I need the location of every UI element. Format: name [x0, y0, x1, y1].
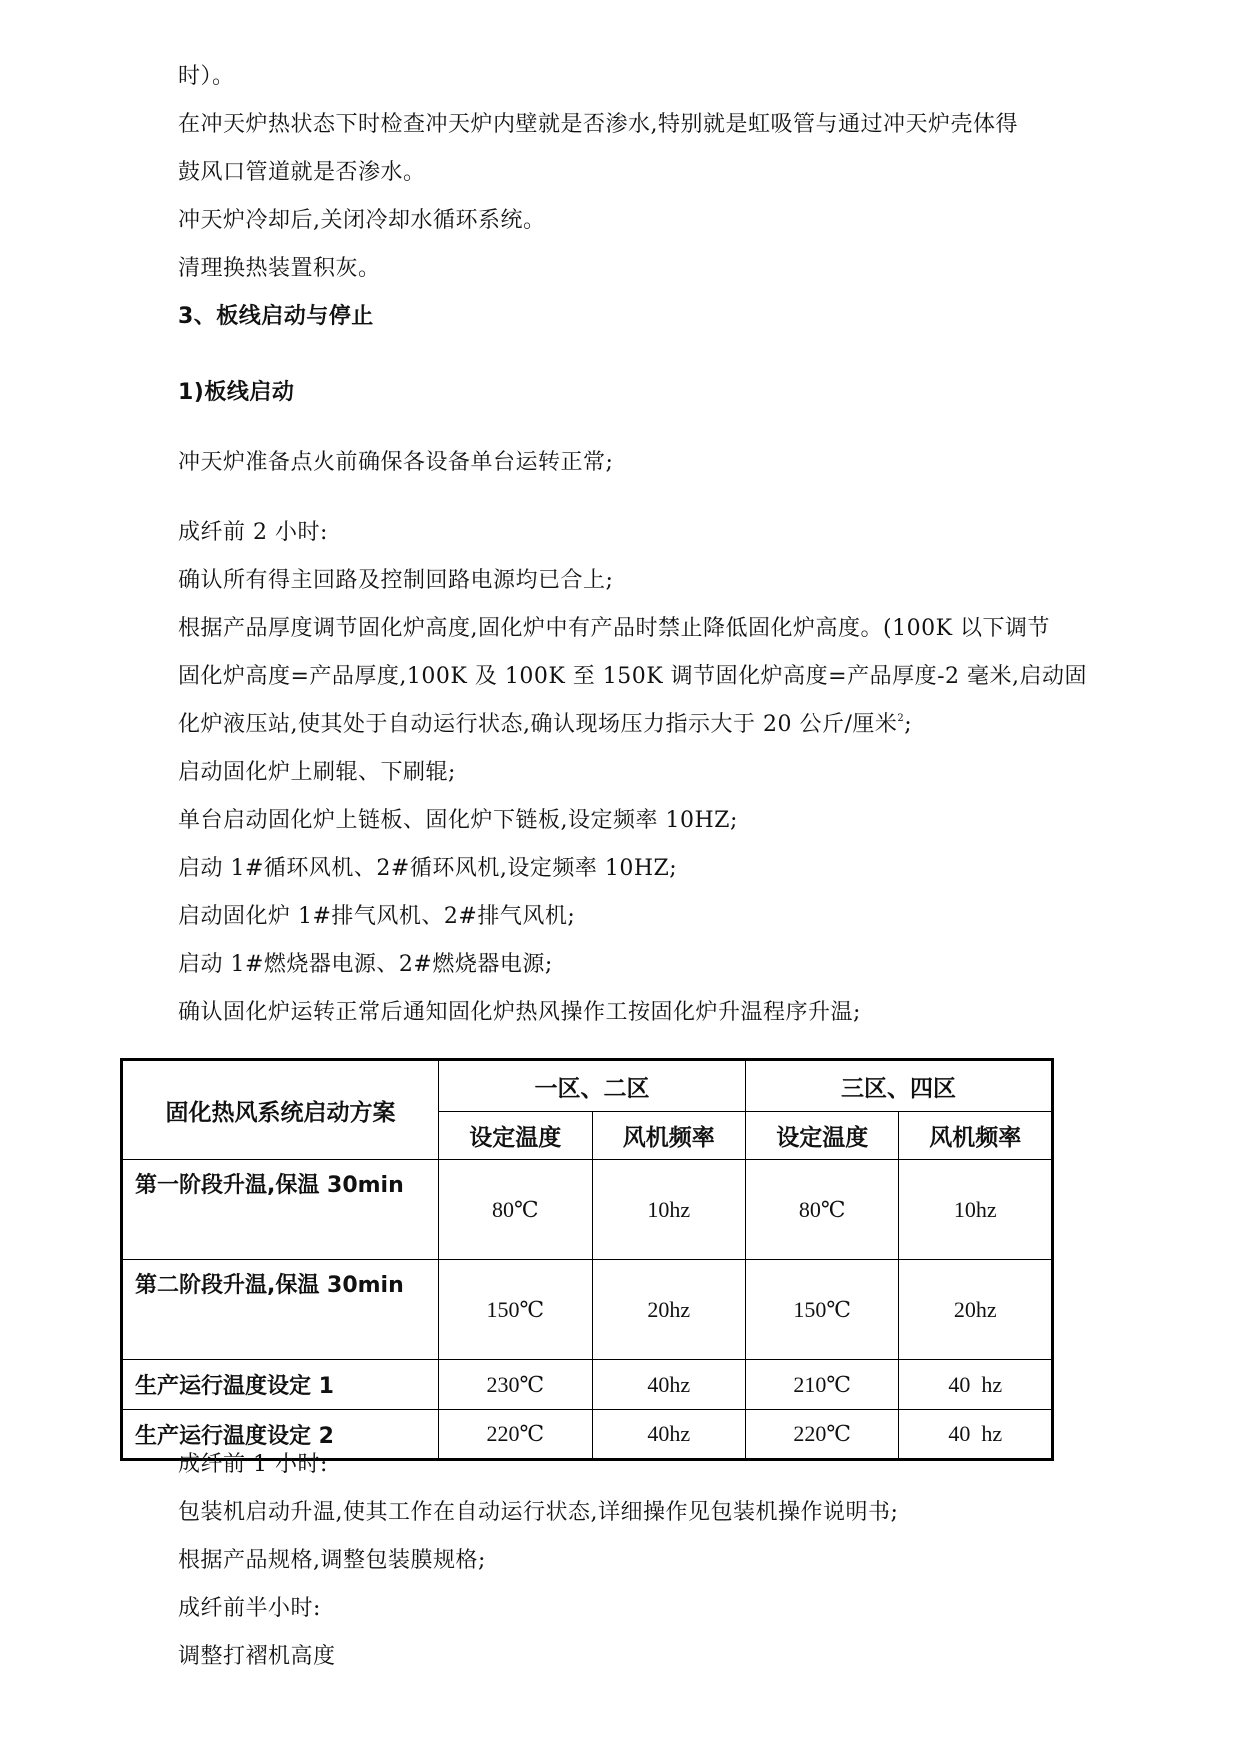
- row-label: 第二阶段升温,保温 30min: [122, 1260, 439, 1360]
- paragraph-18: 确认固化炉运转正常后通知固化炉热风操作工按固化炉升温程序升温;: [178, 1000, 861, 1025]
- zone-group-header: 一区、二区: [439, 1060, 746, 1112]
- paragraph-0: 时）。: [178, 64, 235, 89]
- row-label: 第一阶段升温,保温 30min: [122, 1160, 439, 1260]
- table-cell: 40 hz: [899, 1360, 1053, 1410]
- table-cell: 40hz: [592, 1360, 745, 1410]
- row-label: 生产运行温度设定 1: [122, 1360, 439, 1410]
- subsection-heading: 1)板线启动: [178, 380, 295, 405]
- after-table-paragraph-3: 成纤前半小时:: [178, 1596, 321, 1621]
- table-row: [122, 1360, 1053, 1410]
- paragraph-15: 启动 1#循环风机、2#循环风机,设定频率 10HZ;: [178, 856, 678, 881]
- table-cell: 20hz: [592, 1260, 745, 1360]
- table-row: [122, 1260, 1053, 1360]
- table-cell: 80℃: [745, 1160, 898, 1260]
- table-header-row: [122, 1060, 1053, 1112]
- table-cell: 40 hz: [899, 1410, 1053, 1460]
- paragraph-13: 启动固化炉上刷辊、下刷辊;: [178, 760, 456, 785]
- column-header: 风机频率: [899, 1112, 1053, 1160]
- table-cell: 150℃: [439, 1260, 592, 1360]
- paragraph-12: [178, 710, 912, 740]
- table-cell: 220℃: [745, 1410, 898, 1460]
- table-cell: 80℃: [439, 1160, 592, 1260]
- paragraph-9: 确认所有得主回路及控制回路电源均已合上;: [178, 568, 614, 593]
- zone-group-header: 三区、四区: [745, 1060, 1052, 1112]
- paragraph-4: 清理换热装置积灰。: [178, 256, 381, 281]
- column-header: 风机频率: [592, 1112, 745, 1160]
- after-table-paragraph-2: 根据产品规格,调整包装膜规格;: [178, 1548, 486, 1573]
- paragraph-17: 启动 1#燃烧器电源、2#燃烧器电源;: [178, 952, 553, 977]
- column-header: 设定温度: [745, 1112, 898, 1160]
- row-label: 生产运行温度设定 2: [122, 1410, 439, 1460]
- corner-header: 固化热风系统启动方案: [122, 1060, 439, 1160]
- table-cell: 210℃: [745, 1360, 898, 1410]
- after-table-paragraph-4: 调整打褶机高度: [178, 1644, 336, 1669]
- paragraph-2: 鼓风口管道就是否渗水。: [178, 160, 426, 185]
- startup-plan-table: [120, 1058, 1054, 1461]
- column-header: 设定温度: [439, 1112, 592, 1160]
- table-cell: 230℃: [439, 1360, 592, 1410]
- paragraph-16: 启动固化炉 1#排气风机、2#排气风机;: [178, 904, 576, 929]
- superscript-2: 2: [897, 713, 905, 724]
- table-cell: 40hz: [592, 1410, 745, 1460]
- paragraph-12-tail: ;: [904, 712, 913, 737]
- paragraph-14: 单台启动固化炉上链板、固化炉下链板,设定频率 10HZ;: [178, 808, 738, 833]
- paragraph-3: 冲天炉冷却后,关闭冷却水循环系统。: [178, 208, 546, 233]
- section-heading: 3、板线启动与停止: [178, 304, 374, 329]
- table-cell: 10hz: [592, 1160, 745, 1260]
- after-table-paragraph-1: 包装机启动升温,使其工作在自动运行状态,详细操作见包装机操作说明书;: [178, 1500, 899, 1525]
- table-cell: 150℃: [745, 1260, 898, 1360]
- after-table-paragraph-0: 成纤前 1 小时:: [178, 1452, 328, 1477]
- paragraph-7: 冲天炉准备点火前确保各设备单台运转正常;: [178, 450, 614, 475]
- paragraph-1: 在冲天炉热状态下时检查冲天炉内壁就是否渗水,特别就是虹吸管与通过冲天炉壳体得: [178, 112, 1018, 137]
- table-cell: 20hz: [899, 1260, 1053, 1360]
- paragraph-10: 根据产品厚度调节固化炉高度,固化炉中有产品时禁止降低固化炉高度。(100K 以下调节: [178, 616, 1050, 641]
- paragraph-8: 成纤前 2 小时:: [178, 520, 328, 545]
- table-cell: 10hz: [899, 1160, 1053, 1260]
- table-cell: 220℃: [439, 1410, 592, 1460]
- paragraph-11: 固化炉高度=产品厚度,100K 及 100K 至 150K 调节固化炉高度=产品厚度-2 毫米,启动固: [178, 664, 1088, 689]
- table-row: [122, 1160, 1053, 1260]
- paragraph-12-text: 化炉液压站,使其处于自动运行状态,确认现场压力指示大于 20 公斤/厘米: [178, 712, 898, 737]
